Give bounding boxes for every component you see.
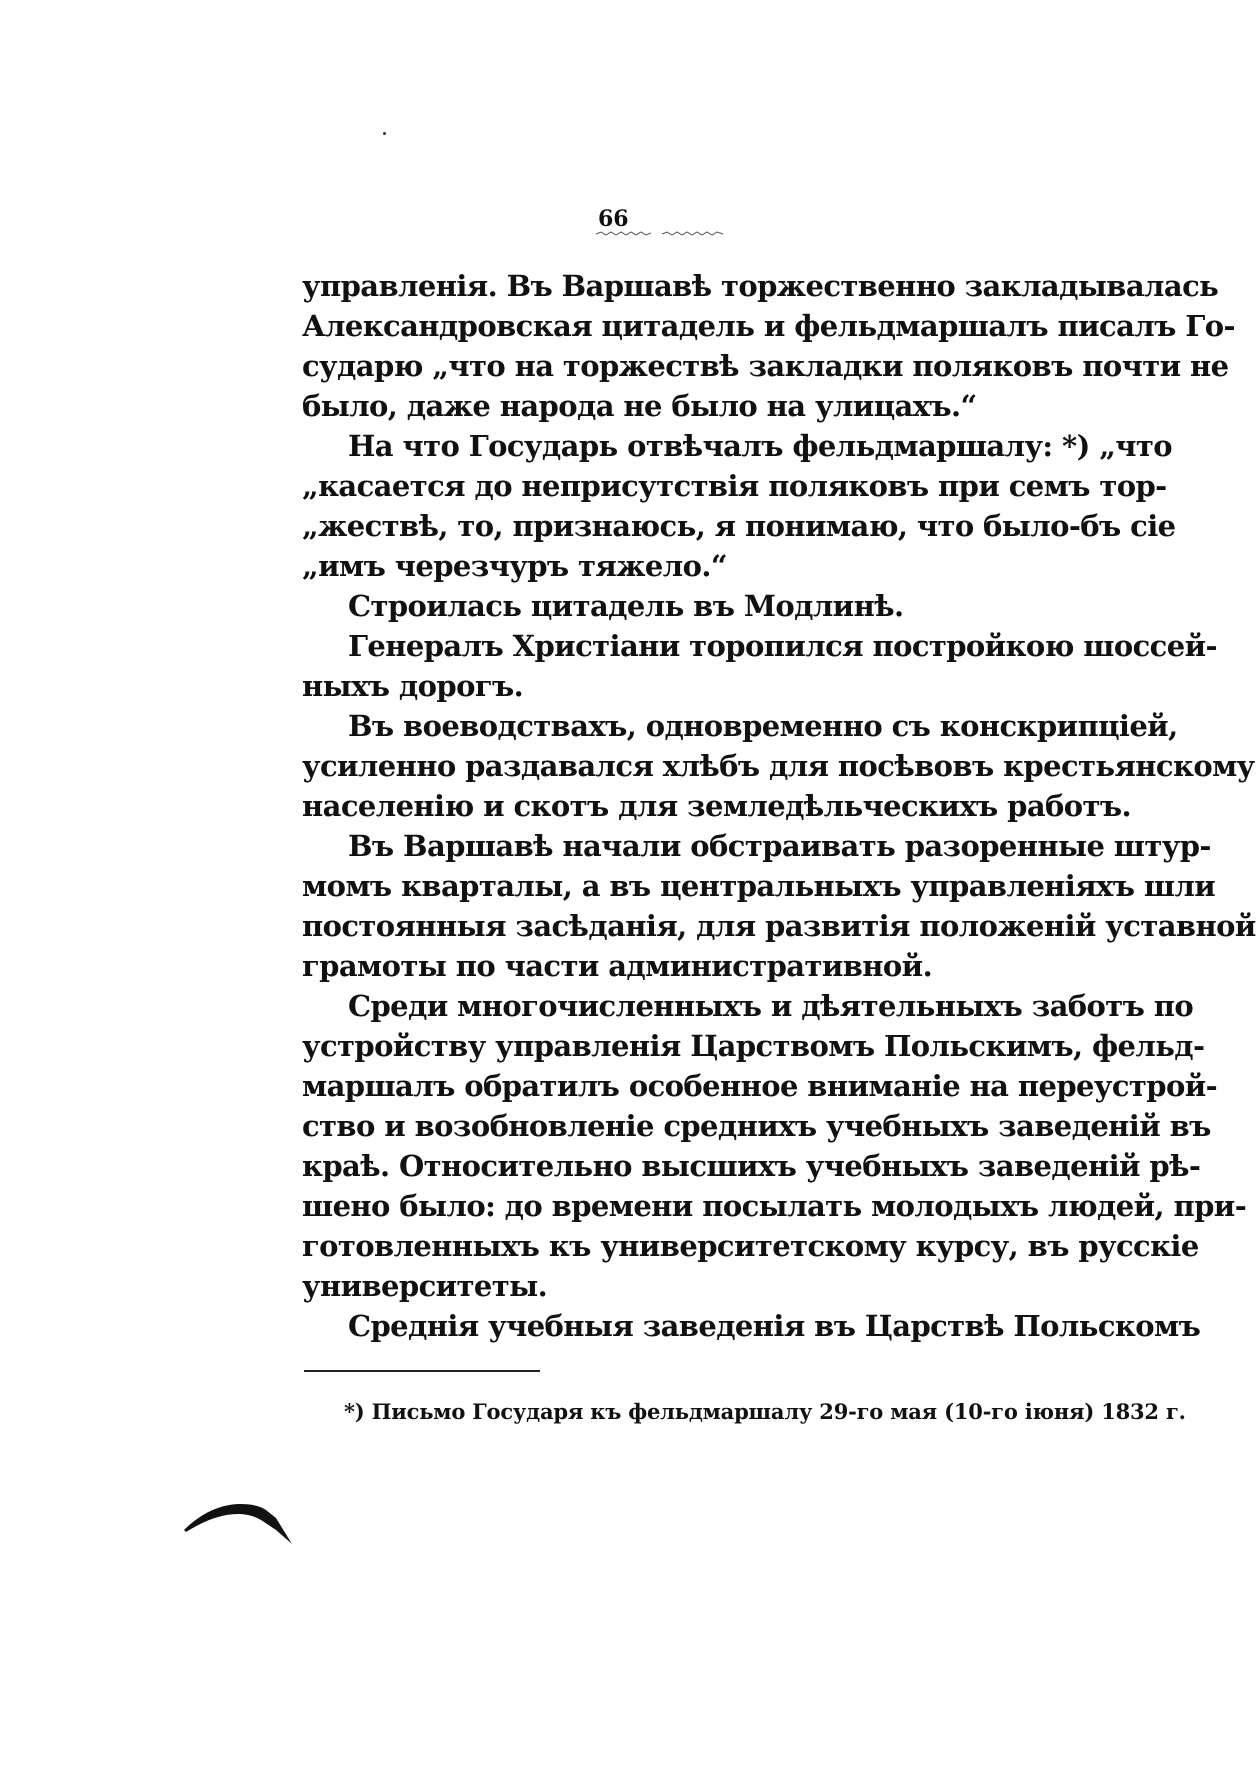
text-line: Среди многочисленныхъ и дѣятельныхъ заботъ по [348, 989, 1194, 1023]
text-line: постоянныя засѣданія, для развитія положеній уставной [302, 909, 1256, 943]
text-line: управленія. Въ Варшавѣ торжественно закладывалась [302, 269, 1219, 303]
text-line: устройству управленія Царствомъ Польскимъ, фельд- [302, 1029, 1205, 1063]
text-line: маршалъ обратилъ особенное вниманіе на переустрой- [302, 1069, 1218, 1103]
text-line: было, даже народа не было на улицахъ.“ [302, 389, 977, 423]
text-line: „имъ черезчуръ тяжело.“ [302, 549, 727, 583]
text-line: момъ кварталы, а въ центральныхъ управленіяхъ шли [302, 869, 1216, 903]
ink-mark-swoosh [180, 1484, 300, 1548]
text-line: сударю „что на торжествѣ закладки поляковъ почти не [302, 349, 1229, 383]
text-line: Александровская цитадель и фельдмаршалъ писалъ Го- [302, 309, 1235, 343]
text-line: Въ воеводствахъ, одновременно съ конскрипціей, [348, 709, 1178, 743]
text-line: готовленныхъ къ университетскому курсу, въ русскіе [302, 1229, 1199, 1263]
text-line: Среднія учебныя заведенія въ Царствѣ Польскомъ [348, 1309, 1201, 1343]
text-line: усиленно раздавался хлѣбъ для посѣвовъ крестьянскому [302, 749, 1255, 783]
text-line: грамоты по части административной. [302, 949, 933, 983]
text-line: ныхъ дорогъ. [302, 669, 524, 703]
text-line: „жествѣ, то, признаюсь, я понимаю, что было-бъ сіе [302, 509, 1176, 543]
text-line: краѣ. Относительно высшихъ учебныхъ заведеній рѣ- [302, 1149, 1201, 1183]
text-line: Строилась цитадель въ Модлинѣ. [348, 589, 904, 623]
text-line: Генералъ Христіани торопился постройкою шоссей- [348, 629, 1217, 663]
text-line: шено было: до времени посылать молодыхъ людей, при- [302, 1189, 1247, 1223]
text-line: университеты. [302, 1269, 548, 1303]
ink-speck [383, 132, 386, 135]
footnote: *) Письмо Государя къ фельдмаршалу 29-го мая (10-го іюня) 1832 г. [344, 1399, 1186, 1424]
page-number-ornament [596, 231, 724, 237]
text-line: Въ Варшавѣ начали обстраивать разоренные штур- [348, 829, 1211, 863]
footnote-separator [304, 1370, 540, 1372]
text-line: На что Государь отвѣчалъ фельдмаршалу: *) „что [348, 429, 1173, 463]
text-line: населенію и скотъ для земледѣльческихъ работъ. [302, 789, 1132, 823]
page-number: 66 [598, 206, 629, 232]
body-text [302, 266, 1256, 1346]
text-line: „касается до неприсутствія поляковъ при семъ тор- [302, 469, 1167, 503]
text-line: ство и возобновленіе среднихъ учебныхъ заведеній въ [302, 1109, 1211, 1143]
